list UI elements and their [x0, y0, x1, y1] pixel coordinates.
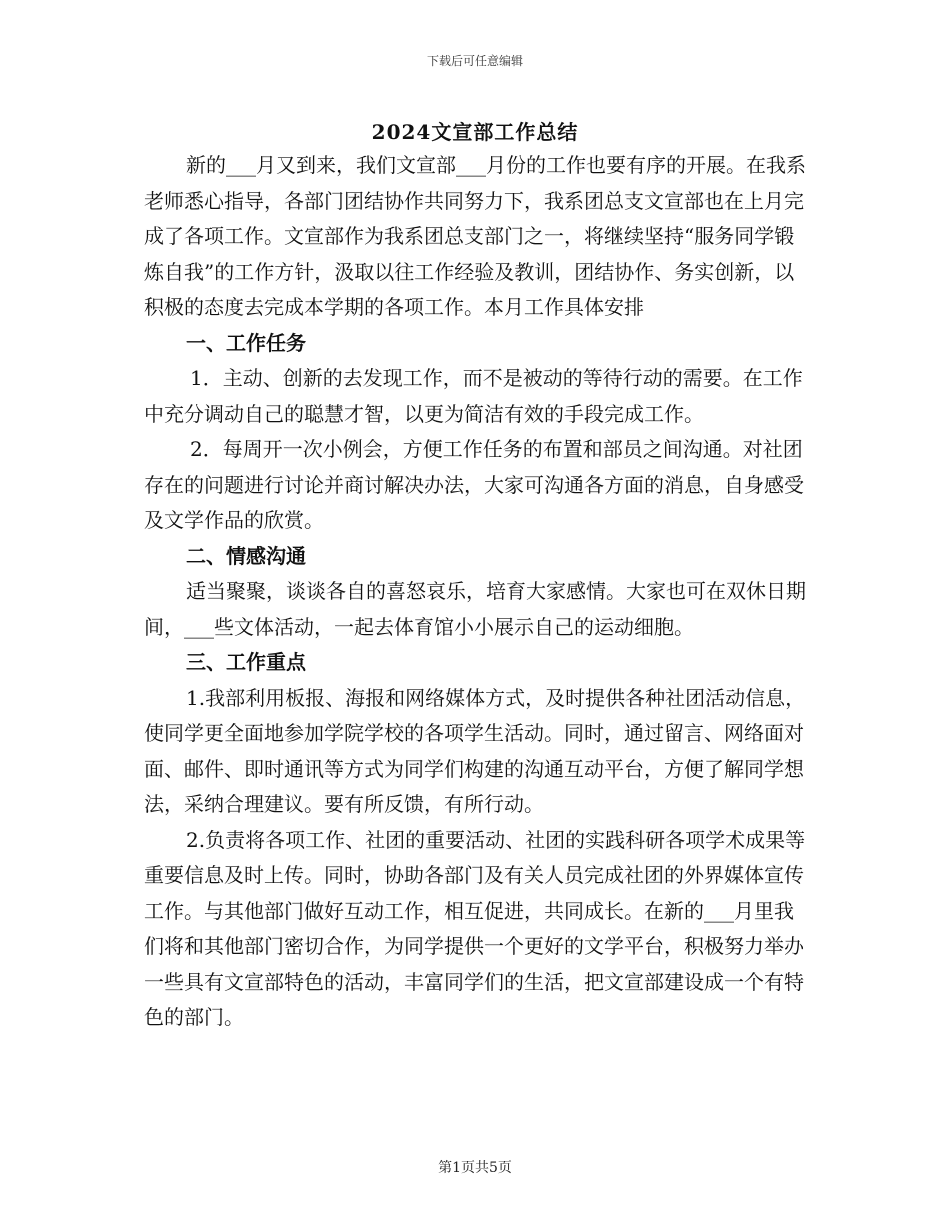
page-footer: 第1页共5页: [438, 1160, 512, 1176]
section-heading-communication: 二、情感沟通: [186, 543, 306, 568]
communication-paragraph: 适当聚聚，谈谈各自的喜怒哀乐，培育大家感情。大家也可在双休日期间，___些文体活动，一起去体育馆小小展示自己的运动细胞。: [144, 579, 806, 639]
document-body: [144, 148, 812, 1036]
section-heading-focus: 三、工作重点: [186, 650, 306, 674]
intro-paragraph: 新的___月又到来，我们文宣部___月份的工作也要有序的开展。在我系老师悉心指导，各部门团结协作共同努力下，我系团总支文宣部也在上月完成了各项工作。文宣部作为我系团总支部门之一，将继续坚持“服务同学锻炼自我”的工作方针，汲取以往工作经验及教训，团结协作、务实创新，以积极的态度去完成本学期的各项工作。本月工作具体安排: [144, 153, 806, 319]
focus-item-2: 2.负责将各项工作、社团的重要活动、社团的实践科研各项学术成果等重要信息及时上传。同时，协助各部门及有关人员完成社团的外界媒体宣传工作。与其他部门做好互动工作，相互促进，共同成长。在新的___月里我们将和其他部门密切合作，为同学提供一个更好的文学平台，积极努力举办一些具有文宣部特色的活动，丰富同学们的生活，把文宣部建设成一个有特色的部门。: [144, 827, 806, 1029]
focus-item-1: 1.我部利用板报、海报和网络媒体方式，及时提供各种社团活动信息，使同学更全面地参加学院学校的各项学生活动。同时，通过留言、网络面对面、邮件、即时通讯等方式为同学们构建的沟通互动平台，方便了解同学想法，采纳合理建议。要有所反馈，有所行动。: [144, 685, 806, 816]
section-heading-tasks: 一、工作任务: [186, 330, 306, 355]
header-note: 下载后可任意编辑: [426, 54, 523, 68]
tasks-item-2: 2．每周开一次小例会，方便工作任务的布置和部员之间沟通。对社团存在的问题进行讨论并商讨解决办法，大家可沟通各方面的消息，自身感受及文学作品的欣赏。: [144, 437, 804, 532]
document-title: 2024文宣部工作总结: [371, 120, 579, 144]
tasks-item-1: 1．主动、创新的去发现工作，而不是被动的等待行动的需要。在工作中充分调动自己的聪慧才智，以更为简洁有效的手段完成工作。: [144, 366, 803, 426]
